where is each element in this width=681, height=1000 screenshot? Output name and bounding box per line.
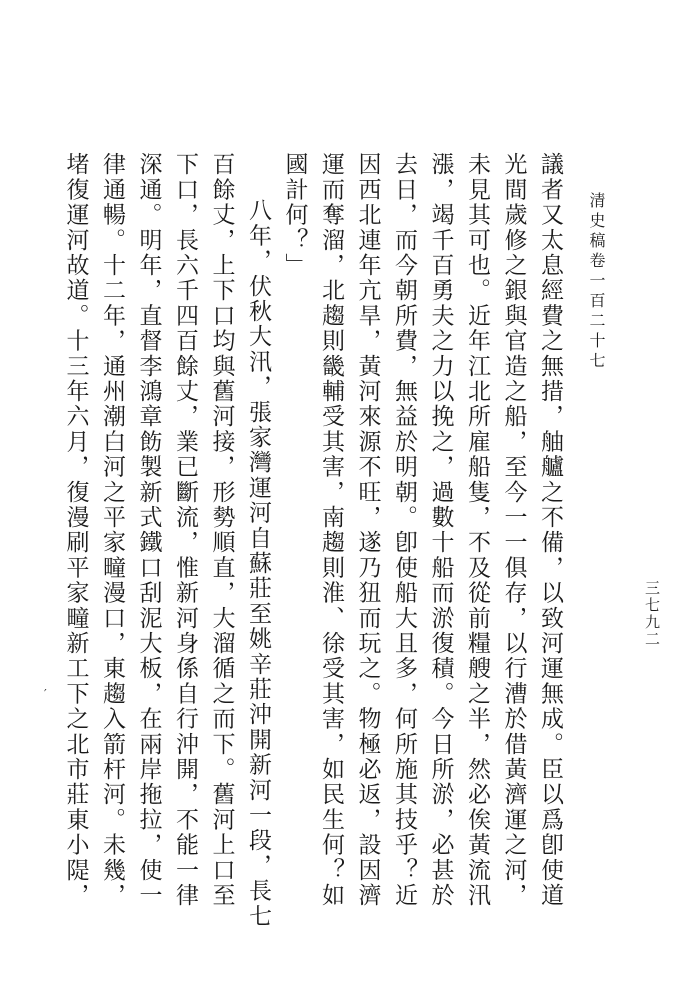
ink-speck: ′ [44, 687, 47, 701]
main-text [60, 152, 568, 932]
running-head: 清史稿卷一百二十七 [587, 192, 606, 372]
page-number: 三七九二 [643, 580, 661, 648]
paragraph-year-eight: 八年，伏秋大汛，張家灣運河自蘇莊至姚辛莊沖開新河一段，長七百餘丈，上下口均與舊河接，形勢順直，大溜循之而下。舊河上口至下口，長六千四百餘丈，業已斷流，惟新河身係自行沖開，不能一律深通。明年，直督李鴻章飭製新式鐵口刮泥大板，在兩岸拖拉，使一律通暢。十二年，通州潮白河之平家疃漫口，東趨入箭杆河。未幾，堵復運河故道。十三年六月，復漫刷平家疃新工下之北市莊東小隄， [62, 152, 271, 929]
paragraph-continuation: 議者又太息經費之無措，舳艫之不備，以致河運無成。臣以爲卽使道光間歲修之銀與官造之船，至今一一俱存，以行漕於借黃濟運之河，未見其可也。近年江北所雇船隻，不及從前糧艘之半，然必俟黃流汛漲，竭千百勇夫之力以挽之，過數十船而淤復積。今日所淤，必甚於去日，而今朝所費，無益於明朝。卽使船大且多，何所施其技乎？近因西北連年亢旱，黃河來源不旺，遂乃狃而玩之。物極必返，設因濟運而奪溜，北趨則畿輔受其害，南趨則淮、徐受其害，如民生何？如國計何？」 [281, 152, 563, 908]
